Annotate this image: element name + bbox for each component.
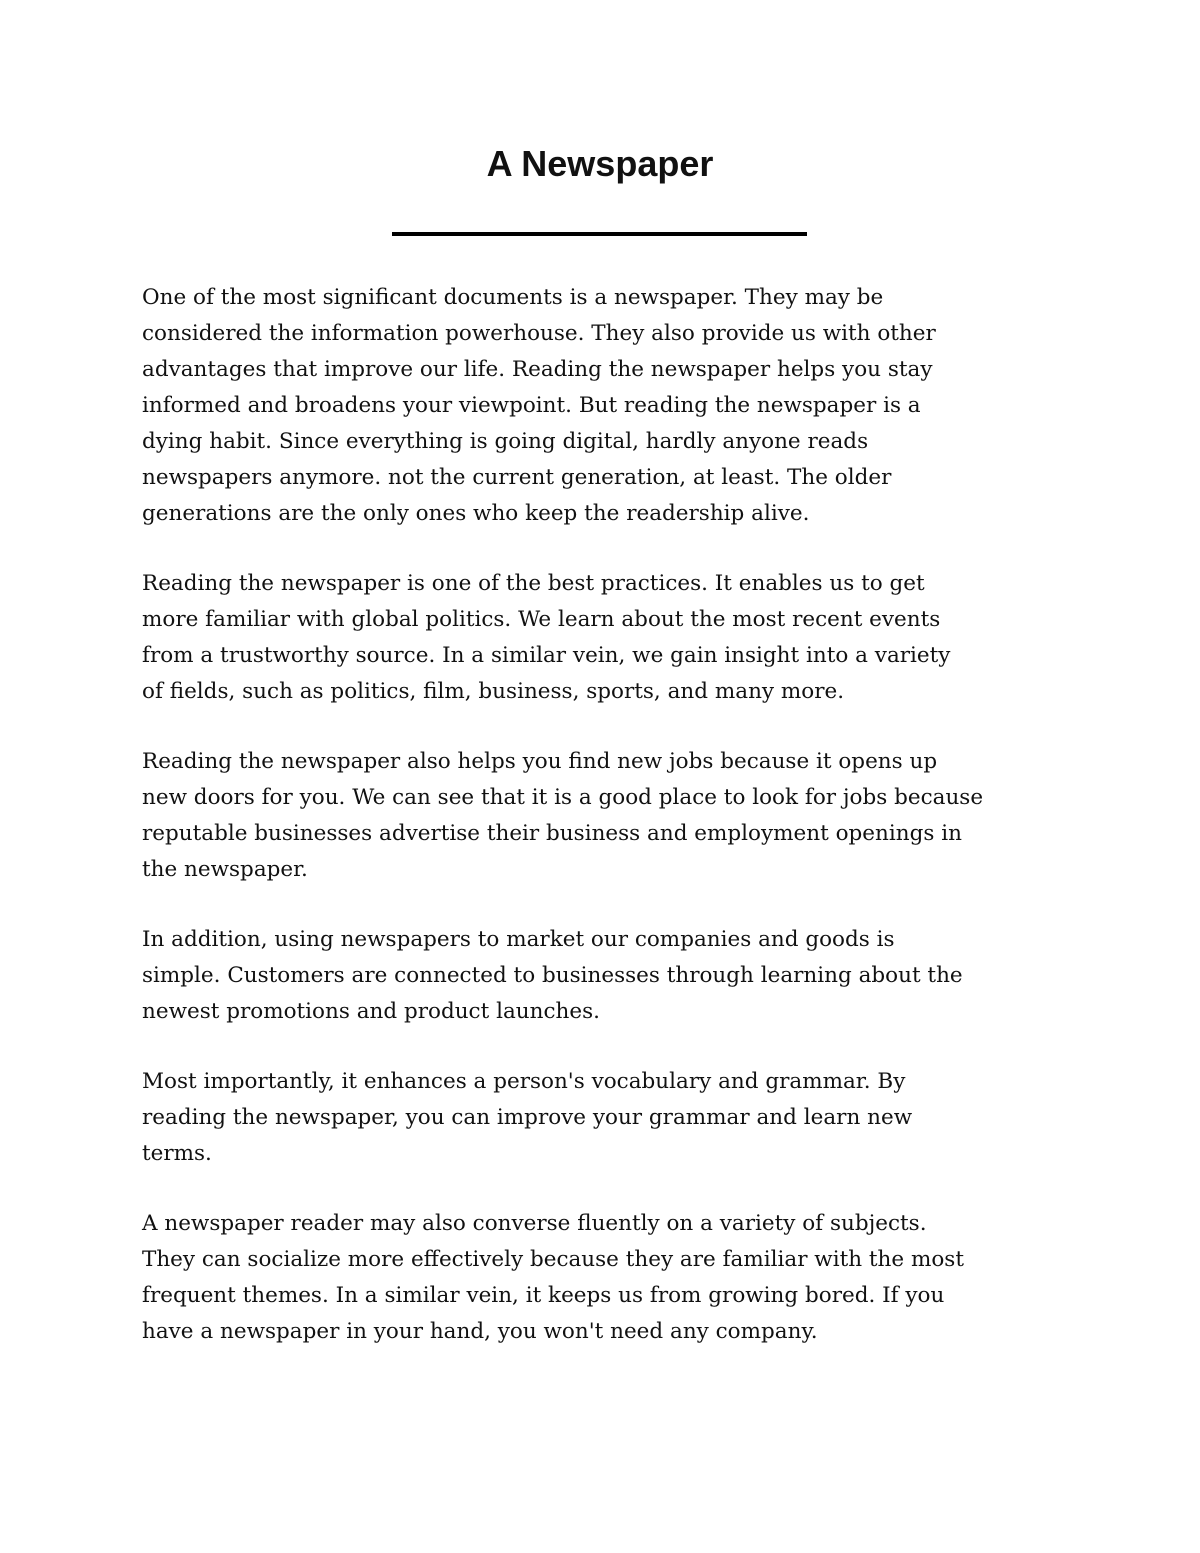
text-line: more familiar with global politics. We learn about the most recent events: [142, 607, 941, 632]
text-line: They can socialize more effectively because they are familiar with the most: [142, 1247, 964, 1272]
paragraph-2: [142, 566, 1072, 710]
document-body: [142, 280, 1072, 1350]
text-line: Most importantly, it enhances a person's vocabulary and grammar. By: [142, 1069, 906, 1094]
text-line: considered the information powerhouse. They also provide us with other: [142, 321, 936, 346]
text-line: dying habit. Since everything is going digital, hardly anyone reads: [142, 429, 869, 454]
text-line: Reading the newspaper is one of the best practices. It enables us to get: [142, 571, 925, 596]
paragraph-6: [142, 1206, 1072, 1350]
title-underline: [392, 232, 807, 236]
page-title: A Newspaper: [486, 143, 714, 184]
text-line: new doors for you. We can see that it is a good place to look for jobs because: [142, 785, 984, 810]
text-line: A newspaper reader may also converse fluently on a variety of subjects.: [142, 1211, 927, 1236]
text-line: the newspaper.: [142, 857, 308, 882]
text-line: advantages that improve our life. Reading the newspaper helps you stay: [142, 357, 933, 382]
paragraph-4: [142, 922, 1072, 1030]
text-line: terms.: [142, 1141, 212, 1166]
text-line: of fields, such as politics, film, business, sports, and many more.: [142, 679, 845, 704]
paragraph-1: [142, 280, 1072, 532]
text-line: generations are the only ones who keep the readership alive.: [142, 501, 810, 526]
text-line: from a trustworthy source. In a similar vein, we gain insight into a variety: [142, 643, 951, 668]
text-line: frequent themes. In a similar vein, it keeps us from growing bored. If you: [142, 1283, 945, 1308]
text-line: newest promotions and product launches.: [142, 999, 600, 1024]
text-line: reputable businesses advertise their business and employment openings in: [142, 821, 962, 846]
text-line: reading the newspaper, you can improve your grammar and learn new: [142, 1105, 913, 1130]
text-line: newspapers anymore. not the current generation, at least. The older: [142, 465, 892, 490]
text-line: Reading the newspaper also helps you find new jobs because it opens up: [142, 749, 938, 774]
text-line: have a newspaper in your hand, you won't need any company.: [142, 1319, 818, 1344]
paragraph-3: [142, 744, 1072, 888]
text-line: simple. Customers are connected to businesses through learning about the: [142, 963, 963, 988]
text-line: In addition, using newspapers to market our companies and goods is: [142, 927, 895, 952]
text-line: informed and broadens your viewpoint. But reading the newspaper is a: [142, 393, 921, 418]
paragraph-5: [142, 1064, 1072, 1172]
text-line: One of the most significant documents is a newspaper. They may be: [142, 285, 884, 310]
